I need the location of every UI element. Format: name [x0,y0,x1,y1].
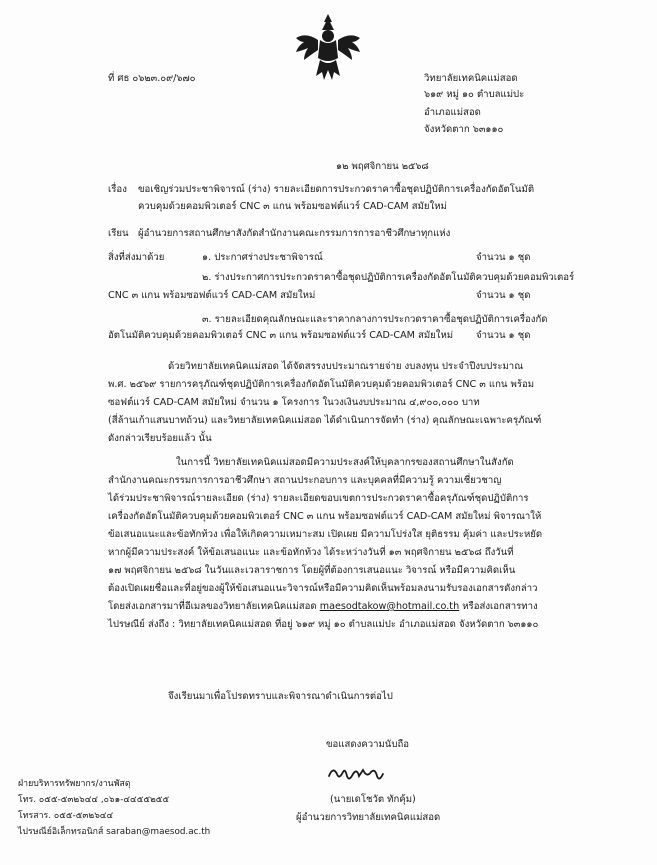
subject-line-1: ขอเชิญร่วมประชาพิจารณ์ (ร่าง) รายละเอียดการประกวดราคาซื้อชุดปฏิบัติการเครื่องกัดอัตโนมัติ [138,184,535,195]
enclosure-item-2-line-1: ๒. ร่างประกาศการประกวดราคาซื้อชุดปฏิบัติการเครื่องกัดอัตโนมัติควบคุมด้วยคอมพิวเตอร์ [202,272,575,283]
body-paragraph-2-line: หากผู้มีความประสงค์ ให้ข้อเสนอแนะ และข้อทักท้วง ได้ระหว่างวันที่ ๑๓ พฤศจิกายน ๒๕๖๘ ถึงวันที่ [108,547,514,558]
body-paragraph-1-line: (สี่ล้านเก้าแสนบาทถ้วน) และวิทยาลัยเทคนิคแม่สอด ได้ดำเนินการจัดทำ (ร่าง) คุณลักษณะเฉพาะครุภัณฑ์ [108,415,542,426]
enclosure-item-2-line-2: CNC ๓ แกน พร้อมซอฟต์แวร์ CAD-CAM สมัยใหม่ [108,290,316,301]
subject-line-2: ควบคุมด้วยคอมพิวเตอร์ CNC ๓ แกน พร้อมซอฟต์แวร์ CAD-CAM สมัยใหม่ [138,201,447,212]
footer-department: ฝ่ายบริหารทรัพยากร/งานพัสดุ [18,779,131,789]
sender-address-line-2: ๖๑๙ หมู่ ๑๐ ตำบลแม่ปะ [424,89,525,100]
enclosure-item-1-qty: จำนวน ๑ ชุด [476,252,531,263]
email-instruction-text: โดยส่งเอกสารมาที่อีเมลของวิทยาลัยเทคนิคแม่สอด [108,601,317,612]
enclosure-item-3-line-2: อัตโนมัติควบคุมด้วยคอมพิวเตอร์ CNC ๓ แกน พร้อมซอฟต์แวร์ CAD-CAM สมัยใหม่ [108,330,454,341]
footer-email: ไปรษณีย์อิเล็กทรอนิกส์ saraban@maesod.ac.th [18,827,211,837]
body-paragraph-1-line: ด้วยวิทยาลัยเทคนิคแม่สอด ได้จัดสรรงบประมาณรายจ่าย งบลงทุน ประจำปีงบประมาณ [168,361,524,372]
reference-number: ที่ ศธ ๐๖๒๓.๐๙/๖๗๐ [108,73,196,84]
footer-phone: โทร. ๐๕๕-๕๓๒๖๔๔ ,๐๖๑-๔๔๕๕๒๕๕ [18,795,170,805]
postal-instruction-text: หรือส่งเอกสารทาง [462,601,538,612]
enclosures-label: สิ่งที่ส่งมาด้วย [108,252,165,263]
recipient-text: ผู้อำนวยการสถานศึกษาสังกัดสำนักงานคณะกรรมการการอาชีวศึกษาทุกแห่ง [138,228,451,239]
body-paragraph-1-line: ดังกล่าวเรียบร้อยแล้ว นั้น [108,433,212,444]
letter-date: ๑๒ พฤศจิกายน ๒๕๖๘ [336,161,429,172]
signatory-position: ผู้อำนวยการวิทยาลัยเทคนิคแม่สอด [296,812,441,823]
closing-sentence: จึงเรียนมาเพื่อโปรดทราบและพิจารณาดำเนินการต่อไป [168,691,393,702]
sender-address-line-1: วิทยาลัยเทคนิคแม่สอด [424,73,518,84]
body-paragraph-2-line: ต้องเปิดเผยชื่อและที่อยู่ของผู้ให้ข้อเสนอแนะวิจารณ์หรือมีความคิดเห็นพร้อมลงนามรับรองเอกสารดังกล่าว [108,583,538,594]
body-paragraph-2-line: ได้ร่วมประชาพิจารณ์รายละเอียด (ร่าง) รายละเอียดขอบเขตการประกวดราคาซื้อครุภัณฑ์ชุดปฏิบัติการ [108,493,529,504]
sender-address-line-4: จังหวัดตาก ๖๓๑๑๐ [424,124,504,135]
garuda-emblem-icon [290,10,366,86]
footer-fax: โทรสาร. ๐๕๕-๕๓๒๖๔๔ [18,811,114,821]
body-paragraph-2-line-9 [108,600,538,613]
enclosure-item-3-line-1: ๓. รายละเอียดคุณลักษณะและราคากลางการประกวดราคาซื้อชุดปฏิบัติการเครื่องกัด [202,314,548,325]
signatory-name: (นายเดโชวัต ทักคุ้ม) [330,794,416,805]
submission-email-link[interactable]: maesodtakow@hotmail.co.th [319,601,460,612]
handwritten-signature [325,762,387,786]
subject-label: เรื่อง [108,184,127,195]
sender-address-line-3: อำเภอแม่สอด [424,107,481,118]
respect-phrase: ขอแสดงความนับถือ [326,739,410,750]
body-paragraph-2-line: เครื่องกัดอัตโนมัติควบคุมด้วยคอมพิวเตอร์ CNC ๓ แกน พร้อมซอฟต์แวร์ CAD-CAM สมัยใหม่ พิจารณาให้ [108,511,542,522]
enclosure-item-3-qty: จำนวน ๑ ชุด [476,330,531,341]
enclosure-item-1: ๑. ประกาศร่างประชาพิจารณ์ [202,252,323,263]
enclosure-item-2-qty: จำนวน ๑ ชุด [476,290,531,301]
body-paragraph-2-line: ๑๗ พฤศจิกายน ๒๕๖๘ ในวันและเวลาราชการ โดยผู้ที่ต้องการเสนอแนะ วิจารณ์ หรือมีความคิดเห็น [108,565,516,576]
body-paragraph-2-line: ในการนี้ วิทยาลัยเทคนิคแม่สอดมีความประสงค์ให้บุคลากรของสถานศึกษาในสังกัด [176,457,514,468]
recipient-label: เรียน [108,228,129,239]
body-paragraph-2-line-10: ไปรษณีย์ ส่งถึง : วิทยาลัยเทคนิคแม่สอด ที่อยู่ ๖๑๙ หมู่ ๑๐ ตำบลแม่ปะ อำเภอแม่สอด จังหวัดตาก ๖๓๑๑๐ [108,619,539,630]
body-paragraph-2-line: ข้อเสนอแนะและข้อทักท้วง เพื่อให้เกิดความเหมาะสม เปิดเผย มีความโปร่งใส ยุติธรรม คุ้มค่า และประหยัด [108,529,543,540]
body-paragraph-1-line: ซอฟต์แวร์ CAD-CAM สมัยใหม่ จำนวน ๑ โครงการ ในวงเงินงบประมาณ ๔,๙๐๐,๐๐๐ บาท [108,397,480,408]
body-paragraph-1-line: พ.ศ. ๒๕๖๙ รายการครุภัณฑ์ชุดปฏิบัติการเครื่องกัดอัตโนมัติควบคุมด้วยคอมพิวเตอร์ CNC ๓ แกน พร้อม [108,379,535,390]
body-paragraph-2-line: สำนักงานคณะกรรมการการอาชีวศึกษา สถานประกอบการ และบุคคลที่มีความรู้ ความเชี่ยวชาญ [108,475,502,486]
